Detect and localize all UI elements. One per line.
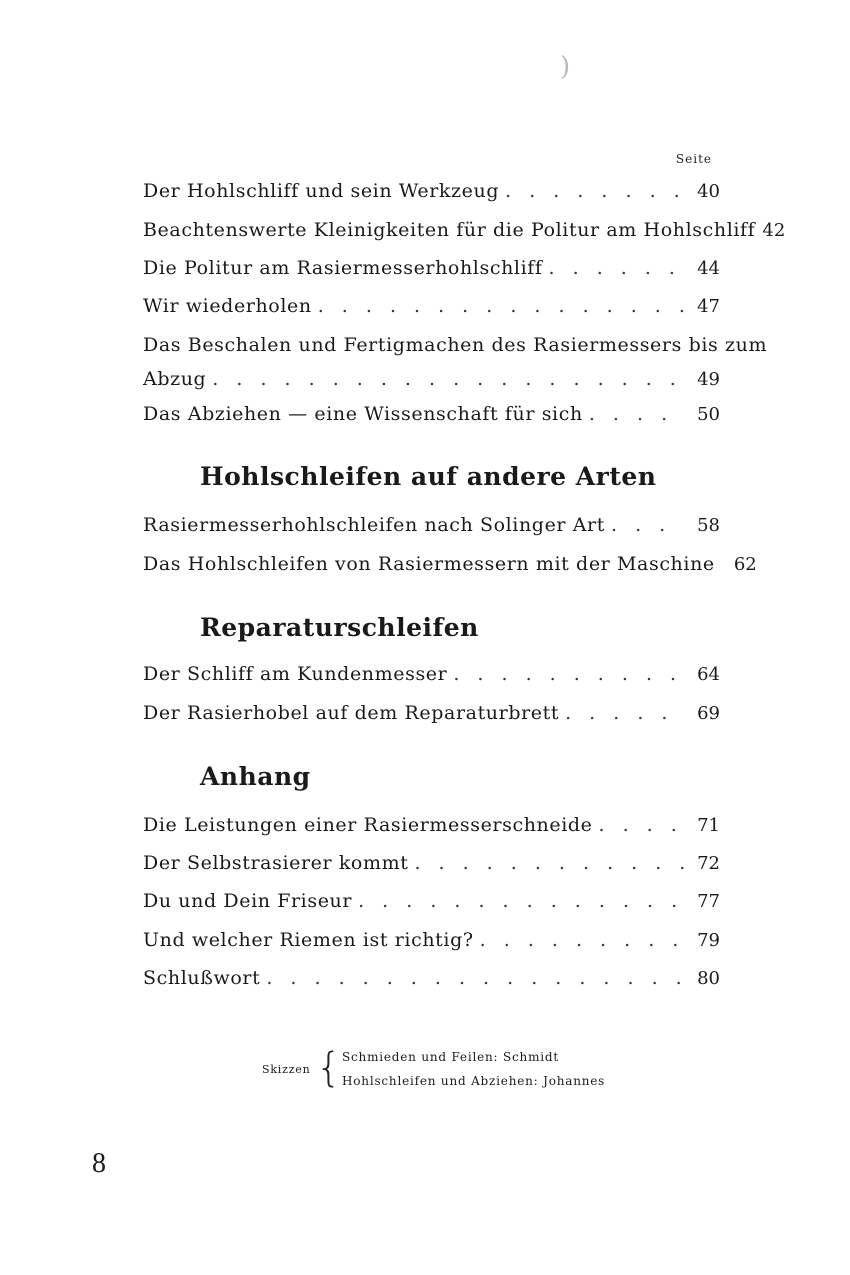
toc-entry-title: Der Hohlschliff und sein Werkzeug xyxy=(143,180,500,202)
toc-entry-page: 47 xyxy=(697,296,720,317)
toc-entry-title: Der Selbstrasierer kommt xyxy=(143,852,409,874)
toc-entry-page: 79 xyxy=(697,930,720,951)
toc-entry-page: 64 xyxy=(697,664,720,685)
toc-entry-page: 69 xyxy=(697,703,720,724)
toc-entry xyxy=(143,965,720,992)
toc-entry-title-continued: Abzug xyxy=(143,368,207,390)
toc-entry xyxy=(143,293,720,320)
toc-entry xyxy=(143,551,757,578)
toc-entry-page: 40 xyxy=(697,181,720,202)
toc-entry-title: Der Rasierhobel auf dem Reparaturbrett xyxy=(143,702,560,724)
toc-entry-page: 42 xyxy=(762,220,786,241)
toc-entry xyxy=(143,512,720,539)
toc-entry xyxy=(143,812,720,839)
toc-entry xyxy=(143,927,720,954)
toc-entry-page: 50 xyxy=(697,404,720,425)
illustration-credits xyxy=(262,1046,622,1096)
toc-entry-page: 44 xyxy=(697,258,720,279)
toc-entry-title: Rasiermesserhohlschleifen nach Solinger Art xyxy=(143,514,605,536)
curly-brace-icon: { xyxy=(316,1045,343,1091)
toc-entry-title: Das Hohlschleifen von Rasiermessern mit der Maschine xyxy=(143,553,715,575)
toc-entry-page: 77 xyxy=(697,891,720,912)
toc-entry xyxy=(143,178,720,205)
toc-entry xyxy=(143,217,786,244)
page-number: 8 xyxy=(92,1148,106,1179)
toc-entry-title: Die Politur am Rasiermesserhohlschliff xyxy=(143,257,543,279)
section-heading: Hohlschleifen auf andere Arten xyxy=(200,462,657,491)
toc-entry xyxy=(143,850,720,877)
toc-entry-page: 80 xyxy=(697,968,720,989)
toc-entry-title: Und welcher Riemen ist richtig? xyxy=(143,929,474,951)
toc-entry-title: Beachtenswerte Kleinigkeiten für die Politur am Hohlschliff xyxy=(143,219,756,241)
toc-entry-title: Schlußwort xyxy=(143,967,261,989)
toc-entry xyxy=(143,888,720,915)
toc-entry-title: Das Abziehen — eine Wissenschaft für sich xyxy=(143,403,583,425)
toc-entry-page: 71 xyxy=(697,815,720,836)
credits-line: Hohlschleifen und Abziehen: Johannes xyxy=(342,1074,606,1088)
toc-entry xyxy=(143,401,720,428)
toc-entry xyxy=(143,332,768,393)
toc-entry-title: Die Leistungen einer Rasiermesserschneide xyxy=(143,814,593,836)
section-heading: Reparaturschleifen xyxy=(200,613,479,642)
toc-entry-page: 58 xyxy=(697,515,720,536)
toc-entry-page: 62 xyxy=(733,554,757,575)
toc-entry-title: Der Schliff am Kundenmesser xyxy=(143,663,448,685)
section-heading: Anhang xyxy=(200,762,311,791)
paper-mark: ) xyxy=(560,52,571,82)
toc-entry-title: Wir wiederholen xyxy=(143,295,312,317)
toc-entry xyxy=(143,661,720,688)
toc-entry-page: 72 xyxy=(697,853,720,874)
seite-label: Seite xyxy=(675,152,712,166)
toc-entry xyxy=(143,255,720,282)
credits-label: Skizzen xyxy=(262,1063,311,1076)
toc-entry-page: 49 xyxy=(697,369,720,390)
credits-line: Schmieden und Feilen: Schmidt xyxy=(342,1050,559,1064)
toc-entry-title: Du und Dein Friseur xyxy=(143,890,353,912)
toc-entry xyxy=(143,700,720,727)
toc-entry-title: Das Beschalen und Fertigmachen des Rasiermessers bis zum xyxy=(143,334,768,356)
